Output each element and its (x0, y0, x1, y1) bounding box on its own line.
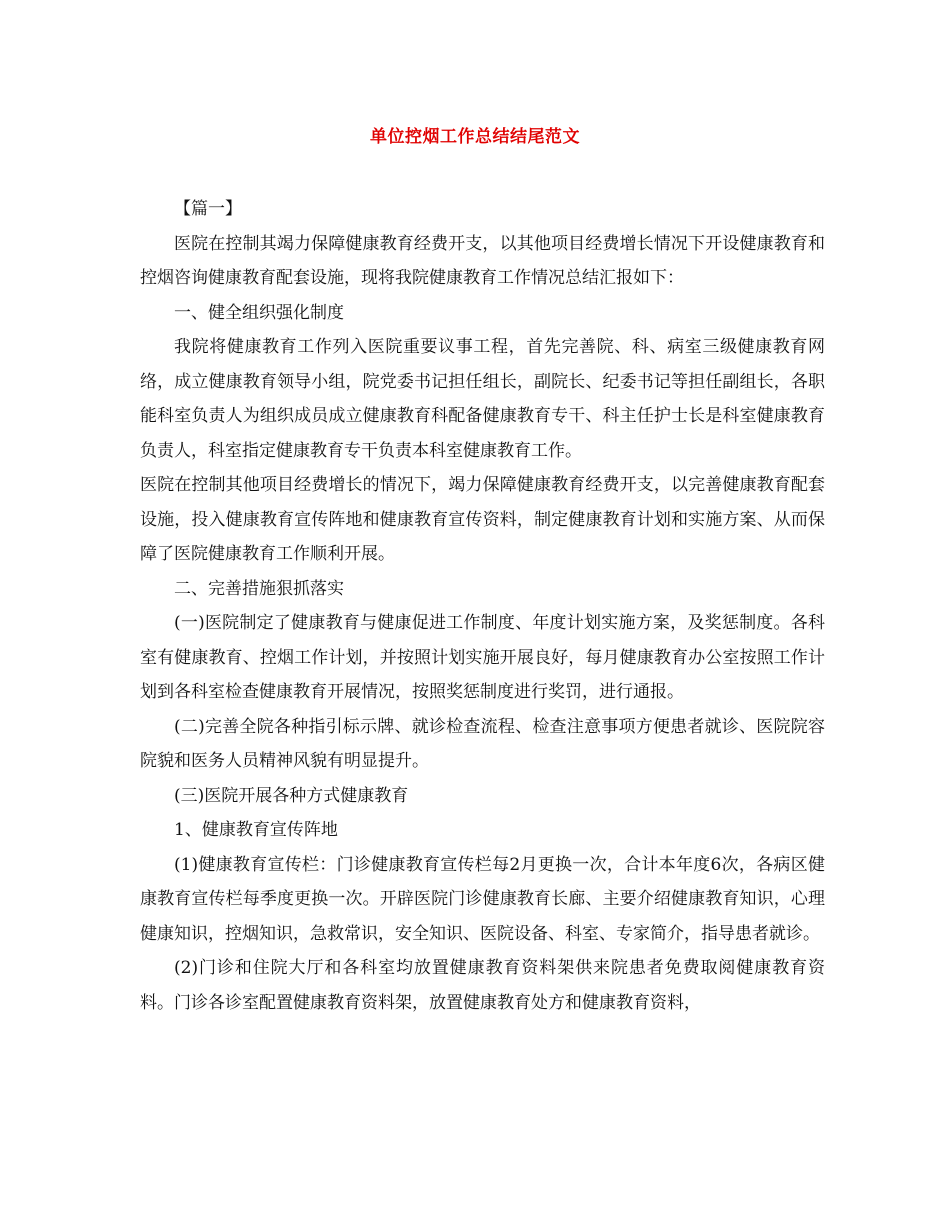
organization-paragraph: 我院将健康教育工作列入医院重要议事工程，首先完善院、科、病室三级健康教育网络，成立健康教育领导小组，院党委书记担任组长，副院长、纪委书记等担任副组长，各职能科室负责人为组织成员成立健康教育科配备健康教育专干、科主任护士长是科室健康教育负责人，科室指定健康教育专干负责本科室健康教育工作。 (140, 337, 825, 461)
document-title: 单位控烟工作总结结尾范文 (370, 127, 580, 147)
bulletin-board-paragraph: (1)健康教育宣传栏：门诊健康教育宣传栏每2月更换一次，合计本年度6次，各病区健康教育宣传栏每季度更换一次。开辟医院门诊健康教育长廊、主要介绍健康教育知识，心理健康知识，控烟知识，急救常识，安全知识、医院设备、科室、专家简介，指导患者就诊。 (140, 854, 825, 944)
subsection-heading-3: (三)医院开展各种方式健康教育 (174, 785, 409, 806)
measure-paragraph-1: (一)医院制定了健康教育与健康促进工作制度、年度计划实施方案，及奖惩制度。各科室有健康教育、控烟工作计划，并按照计划实施开展良好，每月健康教育办公室按照工作计划到各科室检查健康教育开展情况，按照奖惩制度进行奖罚，进行通报。 (140, 613, 825, 702)
section-heading-2: 二、完善措施狠抓落实 (174, 578, 344, 599)
section-heading-1: 一、健全组织强化制度 (174, 302, 344, 323)
intro-paragraph: 医院在控制其竭力保障健康教育经费开支，以其他项目经费增长情况下开设健康教育和控烟咨询健康教育配套设施，现将我院健康教育工作情况总结汇报如下： (140, 233, 825, 288)
document-body (140, 192, 825, 1020)
materials-paragraph: (2)门诊和住院大厅和各科室均放置健康教育资料架供来院患者免费取阅健康教育资料。门诊各诊室配置健康教育资料架，放置健康教育处方和健康教育资料， (140, 958, 825, 1013)
funding-paragraph: 医院在控制其他项目经费增长的情况下，竭力保障健康教育经费开支，以完善健康教育配套设施，投入健康教育宣传阵地和健康教育宣传资料，制定健康教育计划和实施方案、从而保障了医院健康教育工作顺利开展。 (140, 475, 825, 564)
section-marker: 【篇一】 (174, 199, 242, 219)
subsection-heading-publicity: 1、健康教育宣传阵地 (174, 820, 338, 840)
measure-paragraph-2: (二)完善全院各种指引标示牌、就诊检查流程、检查注意事项方便患者就诊、医院院容院貌和医务人员精神风貌有明显提升。 (140, 716, 825, 771)
